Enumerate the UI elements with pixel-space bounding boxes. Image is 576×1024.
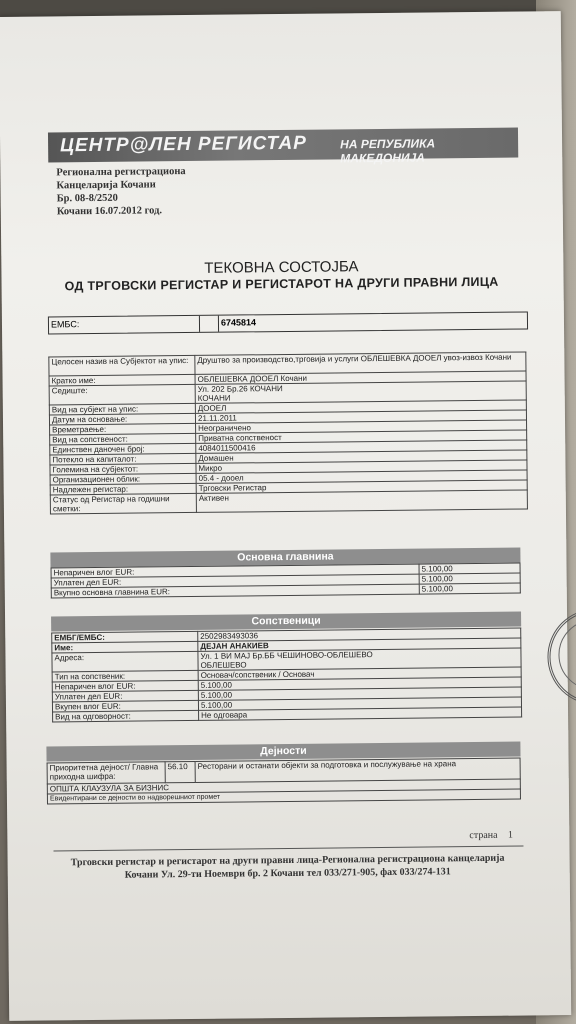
page-number bbox=[469, 830, 513, 841]
row-label: Уплатен дел EUR: bbox=[51, 574, 419, 588]
row-value: ДООЕЛ bbox=[195, 400, 526, 413]
row-value: Трговски Регистар bbox=[196, 480, 527, 493]
row-label: Времетраење: bbox=[50, 423, 196, 435]
row-label: Статус од Регистар на годишни сметки: bbox=[50, 493, 196, 514]
row-value: Основач/сопственик / Основач bbox=[198, 667, 521, 680]
row-value: 4084011500416 bbox=[196, 440, 527, 453]
row-label: Големина на субјектот: bbox=[50, 463, 196, 475]
activities-header: Дејности bbox=[46, 742, 520, 762]
document-page bbox=[0, 11, 571, 1021]
row-label: ЕМБГ/ЕМБС: bbox=[52, 631, 198, 643]
footer bbox=[48, 851, 528, 882]
row-value: Активен bbox=[196, 490, 527, 512]
row-label: Адреса: bbox=[52, 651, 198, 672]
document-title: ТЕКОВНА СОСТОЈБА bbox=[204, 258, 359, 277]
row-label: Единствен даночен број: bbox=[50, 443, 196, 455]
stamp-inner-ring bbox=[558, 619, 576, 690]
row-value: 5.100,00 bbox=[419, 583, 520, 594]
row-label: Целосен назив на Субјектот на упис: bbox=[49, 355, 195, 376]
office-line: Регионална регистрациона bbox=[56, 166, 186, 179]
official-stamp bbox=[547, 608, 576, 705]
row-value: Микро bbox=[196, 460, 527, 473]
row-label: Вид на одговорност: bbox=[53, 710, 199, 722]
row-label: Тип на сопственик: bbox=[52, 670, 198, 682]
row-label: Непаричен влог EUR: bbox=[52, 680, 198, 692]
entity-table bbox=[48, 351, 528, 514]
row-label: Вкупен влог EUR: bbox=[52, 700, 198, 712]
row-label: Седиште: bbox=[49, 384, 195, 405]
page-label: страна bbox=[469, 829, 498, 842]
row-value: 05.4 - дооел bbox=[196, 470, 527, 483]
row-value: Неограничено bbox=[196, 420, 527, 433]
row-label: Вид на сопственост: bbox=[50, 433, 196, 445]
embs-separator bbox=[199, 316, 219, 332]
row-value: Не одговара bbox=[199, 707, 522, 720]
row-label: Непаричен влог EUR: bbox=[51, 564, 419, 578]
page-value: 1 bbox=[507, 829, 514, 841]
row-label: Организационен облик: bbox=[50, 473, 196, 485]
row-label: Вид на субјект на упис: bbox=[49, 403, 195, 415]
row-value: ДЕЈАН АНАКИЕВ bbox=[198, 638, 521, 651]
row-value: 2502983493036 bbox=[198, 628, 521, 641]
office-line: Кочани 16.07.2012 год. bbox=[56, 205, 163, 218]
footer-divider bbox=[53, 846, 523, 852]
document-subtitle: ОД ТРГОВСКИ РЕГИСТАР И РЕГИСТАРОТ НА ДРУГИ ПРАВНИ ЛИЦА bbox=[64, 274, 499, 294]
footer-line: Трговски регистар и регистарот на други правни лица-Регионална регистрациона канцеларија bbox=[70, 852, 505, 869]
row-value: 5.100,00 bbox=[198, 687, 521, 700]
row-value-line: Ул. 1 ВИ МАЈ Бр.ББ ЧЕШИНОВО-ОБЛЕШЕВО bbox=[200, 650, 373, 661]
logo-suffix-text: НА РЕПУБЛИКА МАКЕДОНИЈА bbox=[340, 136, 436, 166]
row-label: Име: bbox=[52, 641, 198, 653]
embs-box bbox=[48, 311, 528, 334]
priority-activity-label: Приоритетна дејност/ Главна приходна шифра: bbox=[47, 762, 165, 784]
row-value: 5.100,00 bbox=[419, 573, 520, 584]
general-clause: ОПШТА КЛАУЗУЛА ЗА БИЗНИС bbox=[47, 779, 520, 794]
row-label: Потекло на капиталот: bbox=[50, 453, 196, 465]
row-value-line: КОЧАНИ bbox=[197, 393, 231, 403]
row-label: Уплатен дел EUR: bbox=[52, 690, 198, 702]
owners-table bbox=[51, 628, 522, 723]
logo-main-text: ЦЕНТР@ЛЕН РЕГИСТАР bbox=[60, 132, 307, 157]
registry-logo bbox=[48, 128, 518, 166]
row-value: ОБЛЕШЕВКА ДООЕЛ Кочани bbox=[195, 371, 526, 384]
row-label: Вкупно основна главнина EUR: bbox=[51, 584, 419, 598]
row-label: Кратко име: bbox=[49, 374, 195, 386]
footer-line: Кочани Ул. 29-ти Ноември бр. 2 Кочани тел 033/271-905, фах 033/274-131 bbox=[124, 866, 451, 881]
row-value-line: ОБЛЕШЕВО bbox=[200, 660, 247, 670]
capital-header: Основна главнина bbox=[50, 548, 520, 568]
embs-value: 6745814 bbox=[220, 317, 257, 328]
foreign-trade-note: Евидентирани се дејности во надворешниот промет bbox=[47, 789, 520, 804]
row-value: 5.100,00 bbox=[419, 563, 520, 574]
row-value: Друштво за производство,трговија и услуги ОБЛЕШЕВКА ДООЕЛ увоз-извоз Кочани bbox=[195, 352, 526, 374]
capital-table bbox=[51, 563, 521, 599]
owners-header: Сопственици bbox=[51, 612, 521, 632]
embs-label: ЕМБС: bbox=[50, 319, 80, 330]
row-value: Домашен bbox=[196, 450, 527, 463]
row-value: 5.100,00 bbox=[198, 677, 521, 690]
office-header bbox=[56, 165, 186, 218]
row-value: 21.11.2011 bbox=[195, 410, 526, 423]
office-line: Бр. 08-8/2520 bbox=[56, 192, 118, 205]
priority-activity-description: Ресторани и останати објекти за подготовка и послужување на храна bbox=[195, 758, 520, 782]
row-value: Приватна сопственост bbox=[196, 430, 527, 443]
row-label: Датум на основање: bbox=[49, 413, 195, 425]
office-line: Канцеларија Кочани bbox=[56, 179, 156, 192]
row-value-line: Ул. 202 Бр.26 КОЧАНИ bbox=[197, 384, 283, 394]
row-label: Надлежен регистар: bbox=[50, 483, 196, 495]
priority-activity-code: 56.10 bbox=[165, 761, 195, 782]
activities-table bbox=[47, 758, 521, 805]
row-value: 5.100,00 bbox=[198, 697, 521, 710]
